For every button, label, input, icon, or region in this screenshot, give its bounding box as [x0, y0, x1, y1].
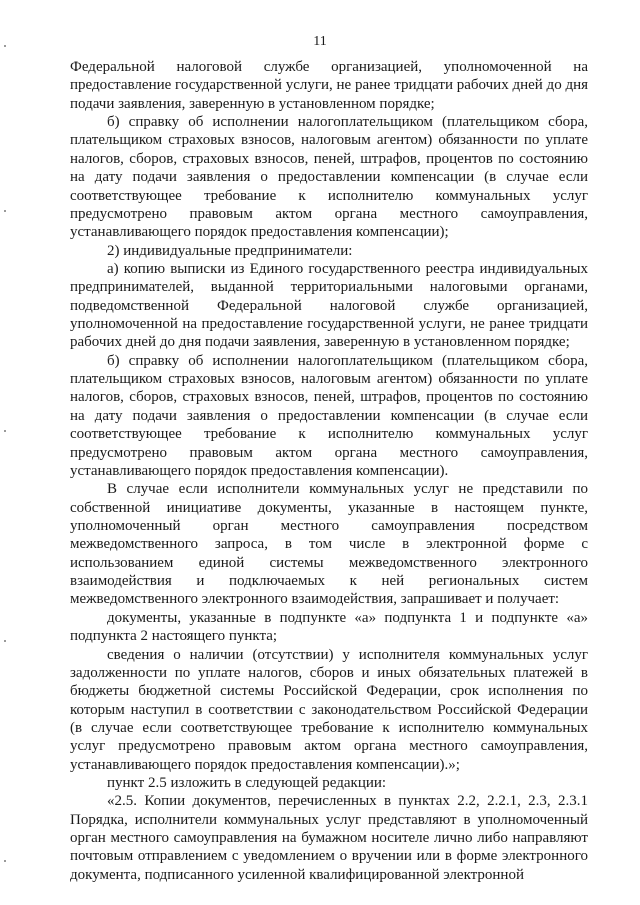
paragraph: документы, указанные в подпункте «а» подпункта 1 и подпункте «а» подпункта 2 настоящего пункта; — [70, 609, 588, 645]
paragraph: а) копию выписки из Единого государственного реестра индивидуальных предпринимателей, выданной территориальными налоговыми органами, подведомственной Федеральной налоговой службе организацией, уполномоченной на предоставление государственной услуги, не ранее тридцати рабочих дней до дня подачи заявления, заверенную в установленном порядке; — [70, 260, 588, 351]
paragraph: Федеральной налоговой службе организацией, уполномоченной на предоставление государственной услуги, не ранее тридцати рабочих дней до дня подачи заявления, заверенную в установленном порядке; — [70, 59, 588, 112]
paragraph: сведения о наличии (отсутствии) у исполнителя коммунальных услуг задолженности по уплате налогов, сборов и иных обязательных платежей в бюджеты бюджетной системы Российской Федерации, срок исполнения по которым наступил в соответствии с законодательством Российской Федерации (в случае если соответствующее требование к исполнителю коммунальных услуг предусмотрено правовым актом органа местного самоуправления, устанавливающего порядок предоставления компенсации).»; — [70, 646, 588, 773]
paragraph: пункт 2.5 изложить в следующей редакции: — [107, 775, 387, 792]
paragraph: «2.5. Копии документов, перечисленных в пунктах 2.2, 2.2.1, 2.3, 2.3.1 Порядка, исполнители коммунальных услуг представляют в уполномоченный орган местного самоуправления на бумажном носителе лично либо направляют почтовым отправлением с уведомлением о вручении или в форме электронного документа, подписанного усиленной квалифицированной электронной — [70, 793, 588, 883]
paragraph: 2) индивидуальные предприниматели: — [107, 242, 353, 259]
scan-margin-marks — [4, 0, 8, 905]
paragraph: б) справку об исполнении налогоплательщиком (плательщиком сбора, плательщиком страховых взносов, налоговым агентом) обязанности по уплате налогов, сборов, страховых взносов, пеней, штрафов, процентов по состоянию на дату подачи заявления о предоставлении компенсации (в случае если соответствующее требование к исполнителю коммунальных услуг предусмотрено правовым актом органа местного самоуправления, устанавливающего порядок предоставления компенсации). — [70, 352, 588, 479]
paragraph: б) справку об исполнении налогоплательщиком (плательщиком сбора, плательщиком страховых взносов, налоговым агентом) обязанности по уплате налогов, сборов, страховых взносов, пеней, штрафов, процентов по состоянию на дату подачи заявления о предоставлении компенсации (в случае если соответствующее требование к исполнителю коммунальных услуг предусмотрено правовым актом органа местного самоуправления, устанавливающего порядок предоставления компенсации); — [70, 114, 588, 241]
document-body — [70, 58, 588, 884]
page-number: 11 — [313, 34, 327, 49]
paragraph: В случае если исполнители коммунальных услуг не представили по собственной инициативе документы, указанные в настоящем пункте, уполномоченный орган местного самоуправления посредством межведомственного запроса, в том числе в электронной форме с использованием единой системы межведомственного электронного взаимодействия и подключаемых к ней региональных систем межведомственного электронного взаимодействия, запрашивает и получает: — [70, 481, 588, 608]
